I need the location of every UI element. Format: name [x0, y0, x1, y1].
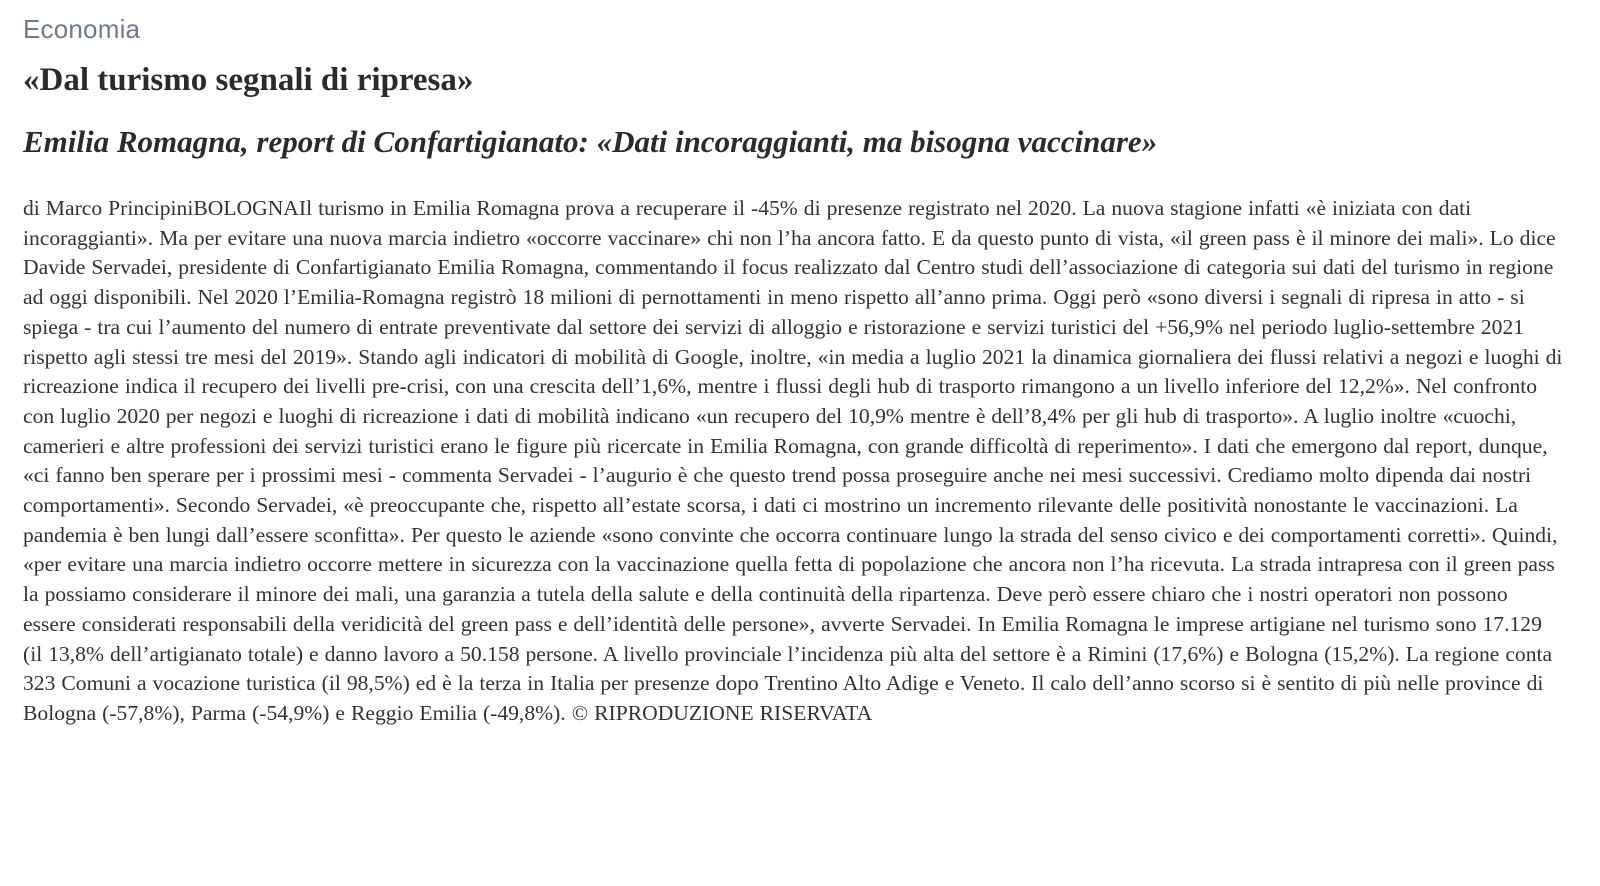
section-label[interactable]: Economia — [23, 14, 141, 44]
article-subtitle: Emilia Romagna, report di Confartigianato: «Dati incoraggianti, ma bisogna vaccinare» — [23, 124, 1158, 159]
article-title: «Dal turismo segnali di ripresa» — [23, 62, 474, 98]
article-body: di Marco PrincipiniBOLOGNAIl turismo in Emilia Romagna prova a recuperare il -45% di presenze registrato nel 2020. La nuova stagione infatti «è iniziata con dati incoraggianti». Ma per evitare una nuova marcia indietro «occorre vaccinare» chi non l’ha ancora fatto. E da questo punto di vista, «il green pass è il minore dei mali». Lo dice Davide Servadei, presidente di Confartigianato Emilia Romagna, commentando il focus realizzato dal Centro studi dell’associazione di categoria sui dati del turismo in regione ad oggi disponibili. Nel 2020 l’Emilia-Romagna registrò 18 milioni di pernottamenti in meno rispetto all’anno prima. Oggi però «sono diversi i segnali di ripresa in atto - si spiega - tra cui l’aumento del numero di entrate preventivate dal settore dei servizi di alloggio e ristorazione e servizi turistici del +56,9% nel periodo luglio-settembre 2021 rispetto agli stessi tre mesi del 2019». Stando agli indicatori di mobilità di Google, inoltre, «in media a luglio 2021 la dinamica giornaliera dei flussi relativi a negozi e luoghi di ricreazione indica il recupero dei livelli pre-crisi, con una crescita dell’1,6%, mentre i flussi degli hub di trasporto rimangono a un livello inferiore del 12,2%». Nel confronto con luglio 2020 per negozi e luoghi di ricreazione i dati di mobilità indicano «un recupero del 10,9% mentre è dell’8,4% per gli hub di trasporto». A luglio inoltre «cuochi, camerieri e altre professioni dei servizi turistici erano le figure più ricercate in Emilia Romagna, con grande difficoltà di reperimento». I dati che emergono dal report, dunque, «ci fanno ben sperare per i prossimi mesi - commenta Servadei - l’augurio è che questo trend possa proseguire anche nei mesi successivi. Crediamo molto dipenda dai nostri comportamenti». Secondo Servadei, «è preoccupante che, rispetto all’estate scorsa, i dati ci mostrino un incremento rilevante delle positività nonostante le vaccinazioni. La pandemia è ben lungi dall’essere sconfitta». Per questo le aziende «sono convinte che occorra continuare lungo la strada del senso civico e dei comportamenti corretti». Quindi, «per evitare una marcia indietro occorre mettere in sicurezza con la vaccinazione quella fetta di popolazione che ancora non l’ha ricevuta. La strada intrapresa con il green pass la possiamo considerare il minore dei mali, una garanzia a tutela della salute e della continuità della ripartenza. Deve però essere chiaro che i nostri operatori non possono essere considerati responsabili della veridicità del green pass e dell’identità delle persone», avverte Servadei. In Emilia Romagna le imprese artigiane nel turismo sono 17.129 (il 13,8% dell’artigianato totale) e danno lavoro a 50.158 persone. A livello provinciale l’incidenza più alta del settore è a Rimini (17,6%) e Bologna (15,2%). La regione conta 323 Comuni a vocazione turistica (il 98,5%) ed è la terza in Italia per presenze dopo Trentino Alto Adige e Veneto. Il calo dell’anno scorso si è sentito di più nelle province di Bologna (-57,8%), Parma (-54,9%) e Reggio Emilia (-49,8%). © RIPRODUZIONE RISERVATA — [23, 196, 1563, 725]
